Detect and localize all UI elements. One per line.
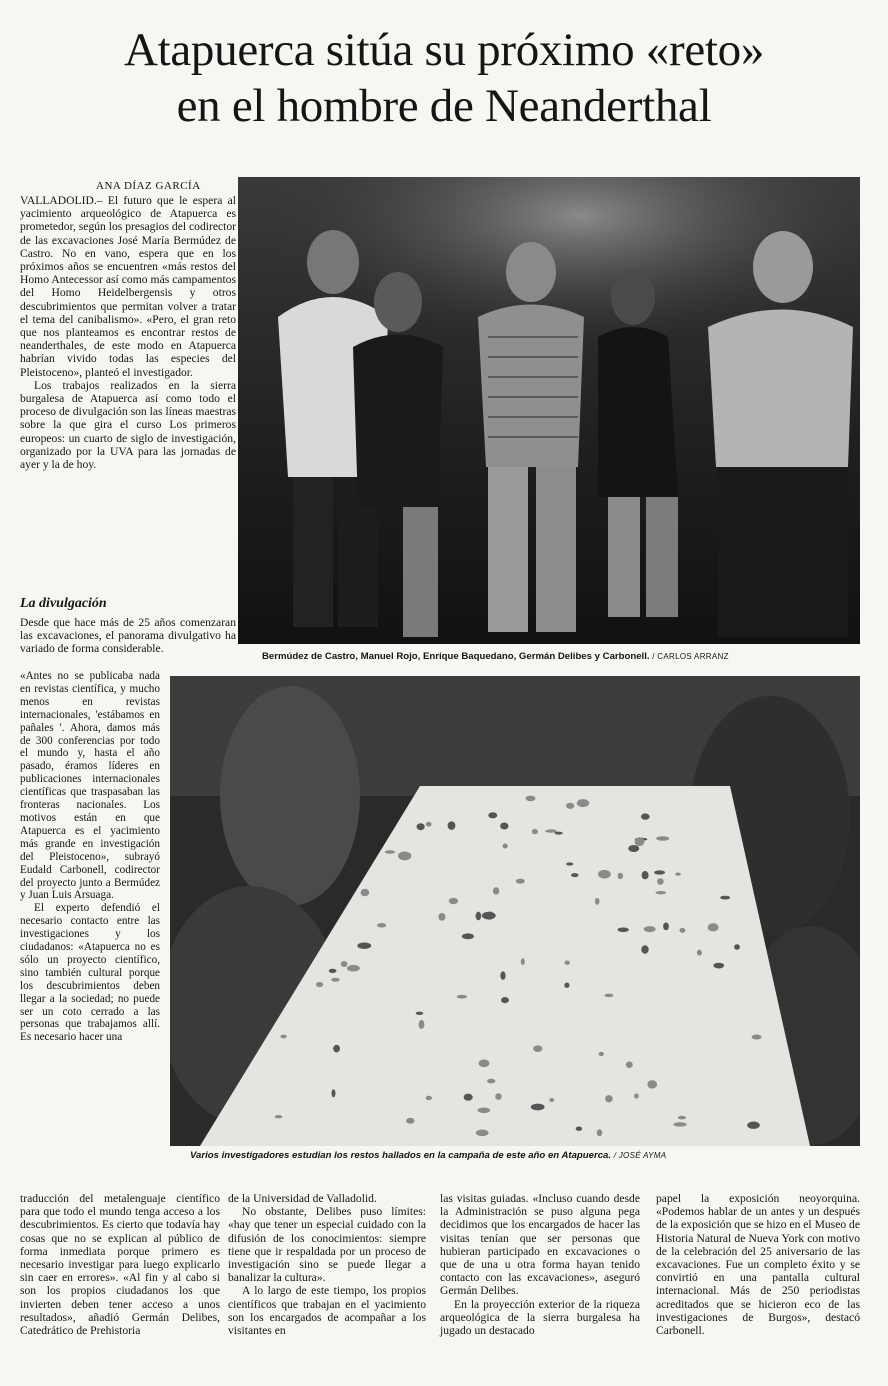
- specimen-mark: [566, 862, 573, 865]
- specimen-mark: [416, 1012, 424, 1015]
- specimen-mark: [531, 1104, 545, 1111]
- specimen-mark: [605, 1095, 613, 1102]
- specimen-mark: [634, 1093, 639, 1098]
- photo-group-portrait-caption: [262, 651, 729, 662]
- specimen-mark: [605, 994, 614, 998]
- specimen-mark: [642, 871, 649, 879]
- article-column-1-narrow: [20, 670, 160, 1044]
- article-column-1: [20, 194, 236, 471]
- specimen-mark: [361, 889, 370, 896]
- specimen-mark: [678, 1116, 686, 1120]
- specimen-mark: [641, 813, 650, 819]
- specimen-mark: [495, 1093, 501, 1100]
- specimen-mark: [747, 1122, 760, 1129]
- specimen-mark: [500, 971, 505, 979]
- specimen-mark: [449, 898, 458, 904]
- specimen-mark: [333, 1045, 340, 1053]
- paragraph: Desde que hace más de 25 años comenzaran las excavaciones, el panorama divulgativo ha variado de forma considerable.: [20, 616, 236, 656]
- specimen-mark: [479, 1060, 490, 1068]
- specimen-mark: [476, 1130, 489, 1137]
- photo-credit: / CARLOS ARRANZ: [652, 652, 729, 661]
- specimen-mark: [565, 961, 570, 965]
- specimen-mark: [571, 873, 578, 877]
- specimen-mark: [752, 1035, 762, 1040]
- specimen-mark: [417, 823, 425, 830]
- specimen-mark: [577, 799, 589, 807]
- headline-line-2: en el hombre de Neanderthal: [176, 80, 712, 132]
- paragraph: traducción del metalenguaje científico para que todo el mundo tenga acceso a los descubrimientos. Es cierto que todavía hay cosas que no se explican al público de forma inmediata porque primero es necesario investigar para luego explicarlo sin caer en errores». «Al fin y al cabo si son los propios ciudadanos los que invierten deben tener acceso a unos resultados», añadió Germán Delibes, Catedrático de Prehistoria: [20, 1192, 220, 1338]
- specimen-mark: [680, 928, 686, 933]
- specimen-mark: [533, 1045, 542, 1052]
- specimen-mark: [656, 891, 667, 894]
- photo-excavation-table-image: [170, 676, 860, 1146]
- photo-group-portrait-image: [238, 177, 860, 644]
- specimen-mark: [500, 823, 508, 830]
- specimen-mark: [657, 878, 664, 885]
- specimen-mark: [448, 821, 456, 830]
- specimen-mark: [501, 997, 509, 1003]
- specimen-mark: [482, 912, 496, 920]
- photo-credit: / JOSÉ AYMA: [613, 1151, 667, 1160]
- specimen-mark: [697, 950, 702, 956]
- article-column-2: [228, 1192, 426, 1337]
- specimen-mark: [476, 912, 482, 921]
- specimen-mark: [516, 879, 525, 884]
- specimen-mark: [464, 1094, 473, 1101]
- paragraph: En la proyección exterior de la riqueza arqueológica de la sierra burgalesa ha jugado un destacado: [440, 1297, 640, 1338]
- specimen-mark: [462, 933, 474, 939]
- specimen-mark: [599, 1052, 604, 1056]
- specimen-mark: [647, 1080, 657, 1088]
- specimen-mark: [708, 923, 719, 931]
- specimen-mark: [673, 1122, 686, 1126]
- photo-excavation-table: [170, 676, 860, 1146]
- specimen-mark: [635, 837, 645, 846]
- specimen-mark: [280, 1035, 286, 1039]
- specimen-mark: [720, 896, 730, 900]
- article-column-3: [440, 1192, 640, 1337]
- specimen-mark: [331, 978, 340, 982]
- paragraph: las visitas guiadas. «Incluso cuando desde la Administración se puso alguna pega decidimos que los encargados de hacer las visitas tenían que ser personas que hubieran participado en excavaciones o que de una u otra forma hayan tenido contacto con las excavaciones», aseguró Germán Delibes.: [440, 1192, 640, 1298]
- specimen-mark: [526, 796, 536, 802]
- specimen-mark: [675, 873, 681, 876]
- photo-excavation-table-caption: [190, 1150, 666, 1161]
- paragraph: VALLADOLID.– El futuro que le espera al yacimiento arqueológico de Atapuerca es prometedor, según los presagios del codirector de las excavaciones José María Bermúdez de Castro. No en vano, espera que en los próximos años se encuentren «más restos del Homo Antecessor así como más campamentos del Homo Heidelbergensis y otros descubrimientos que permitan volver a tratar el tema del canibalismo». «Pero, el gran reto que nos planteamos es encontrar restos de neanderthales, de este modo en Atapuerca habrían vivido todas las especies del Pleistoceno», planteó el investigador.: [20, 194, 236, 379]
- specimen-mark: [521, 958, 525, 965]
- specimen-mark: [564, 983, 569, 988]
- specimen-mark: [597, 1129, 603, 1136]
- specimen-mark: [595, 898, 600, 905]
- specimen-mark: [493, 887, 499, 894]
- paragraph: Los trabajos realizados en la sierra burgalesa de Atapuerca así como todo el proceso de divulgación son las líneas maestras sobre la que gira el curso Los primeros europeos: un cuarto de siglo de investigación, organizado por la UVA para las jornadas de ayer y la de hoy.: [20, 378, 236, 472]
- specimen-mark: [656, 836, 669, 841]
- photo-group-portrait: [238, 177, 860, 644]
- specimen-mark: [357, 943, 371, 949]
- specimen-mark: [347, 965, 360, 972]
- caption-text: Varios investigadores estudian los restos hallados en la campaña de este año en Atapuerca.: [190, 1150, 612, 1161]
- subheading: La divulgación: [20, 596, 107, 611]
- specimen-mark: [377, 923, 386, 927]
- specimen-mark: [626, 1061, 633, 1068]
- headline-line-1: Atapuerca sitúa su próximo «reto»: [123, 24, 765, 76]
- specimen-mark: [438, 913, 445, 921]
- specimen-mark: [576, 1127, 582, 1131]
- specimen-mark: [503, 844, 508, 849]
- specimen-mark: [332, 1089, 336, 1097]
- paragraph: «Antes no se publicaba nada en revistas científica, y mucho menos en revistas internacionales, 'estábamos en pañales '. Ahora, damos más de 300 conferencias por todo el mundo y, hasta el año pasado, éramos líderes en publicaciones internacionales científicas que traspasaban las fronteras nacionales. Los motivos están en que Atapuerca es el yacimiento más grande en investigación del Pleistoceno», subrayó Eudald Carbonell, codirector del proyecto junto a Bermúdez y Juan Luis Arsuaga.: [20, 670, 160, 902]
- specimen-mark: [598, 870, 611, 879]
- article-column-4: [656, 1192, 860, 1337]
- specimen-mark: [316, 982, 323, 987]
- specimen-mark: [419, 1020, 425, 1029]
- specimen-mark: [566, 803, 574, 809]
- specimen-mark: [532, 829, 538, 834]
- specimen-mark: [275, 1115, 283, 1118]
- specimen-mark: [457, 995, 467, 999]
- specimen-mark: [734, 944, 740, 950]
- paragraph: No obstante, Delibes puso límites: «hay que tener un especial cuidado con la difusión de los conocimientos: siempre tiene que ir respaldada por un proceso de investigación sino se puede llegar a banalizar la cultura».: [228, 1205, 426, 1285]
- specimen-mark: [398, 852, 411, 861]
- specimen-mark: [385, 850, 395, 854]
- paragraph: El experto defendió el necesario contacto entre las investigaciones y los ciudadanos: «Atapuerca no es sólo un proyecto científico, sino también cultural porque los descubrimientos deben llegar a la sociedad; no puede ser un coto cerrado a las personas que trabajamos allí. Es necesario hacer una: [20, 902, 160, 1044]
- specimen-mark: [426, 1096, 432, 1100]
- specimen-mark: [487, 1079, 495, 1084]
- specimen-mark: [641, 945, 648, 954]
- specimen-mark: [644, 926, 656, 932]
- paragraph: de la Universidad de Valladolid.: [228, 1192, 377, 1205]
- specimen-mark: [618, 873, 624, 879]
- specimen-mark: [406, 1118, 414, 1124]
- specimen-mark: [618, 928, 629, 933]
- headline: [10, 22, 878, 134]
- article-column-1-bottom: [20, 1192, 220, 1337]
- paragraph: A lo largo de este tiempo, los propios científicos que trabajan en el yacimiento son los encargados de acompañar a los visitantes en: [228, 1284, 426, 1338]
- specimen-mark: [713, 963, 724, 969]
- specimen-mark: [549, 1098, 554, 1102]
- specimen-mark: [654, 870, 665, 874]
- specimen-mark: [478, 1108, 491, 1114]
- specimen-mark: [628, 845, 639, 852]
- article-column-1-continued: [20, 616, 236, 656]
- byline: ANA DÍAZ GARCÍA: [96, 180, 201, 192]
- specimen-mark: [545, 829, 557, 832]
- specimen-mark: [663, 923, 669, 931]
- specimen-mark: [426, 822, 432, 827]
- caption-text: Bermúdez de Castro, Manuel Rojo, Enrique Baquedano, Germán Delibes y Carbonell.: [262, 651, 650, 662]
- specimen-mark: [341, 961, 348, 967]
- specimen-mark: [488, 812, 497, 818]
- paragraph: papel la exposición neoyorquina. «Podemos hablar de un antes y un después de la exposición que se hizo en el Museo de Historia Natural de Nueva York con motivo de la celebración del 25 aniversario de las excavaciones. Fue un completo éxito y se convirtió en una pantalla cultural internacional. Más de 250 periodistas acreditados que se hicieron eco de las investigaciones de Burgos», destacó Carbonell.: [656, 1192, 860, 1338]
- specimen-mark: [329, 969, 337, 973]
